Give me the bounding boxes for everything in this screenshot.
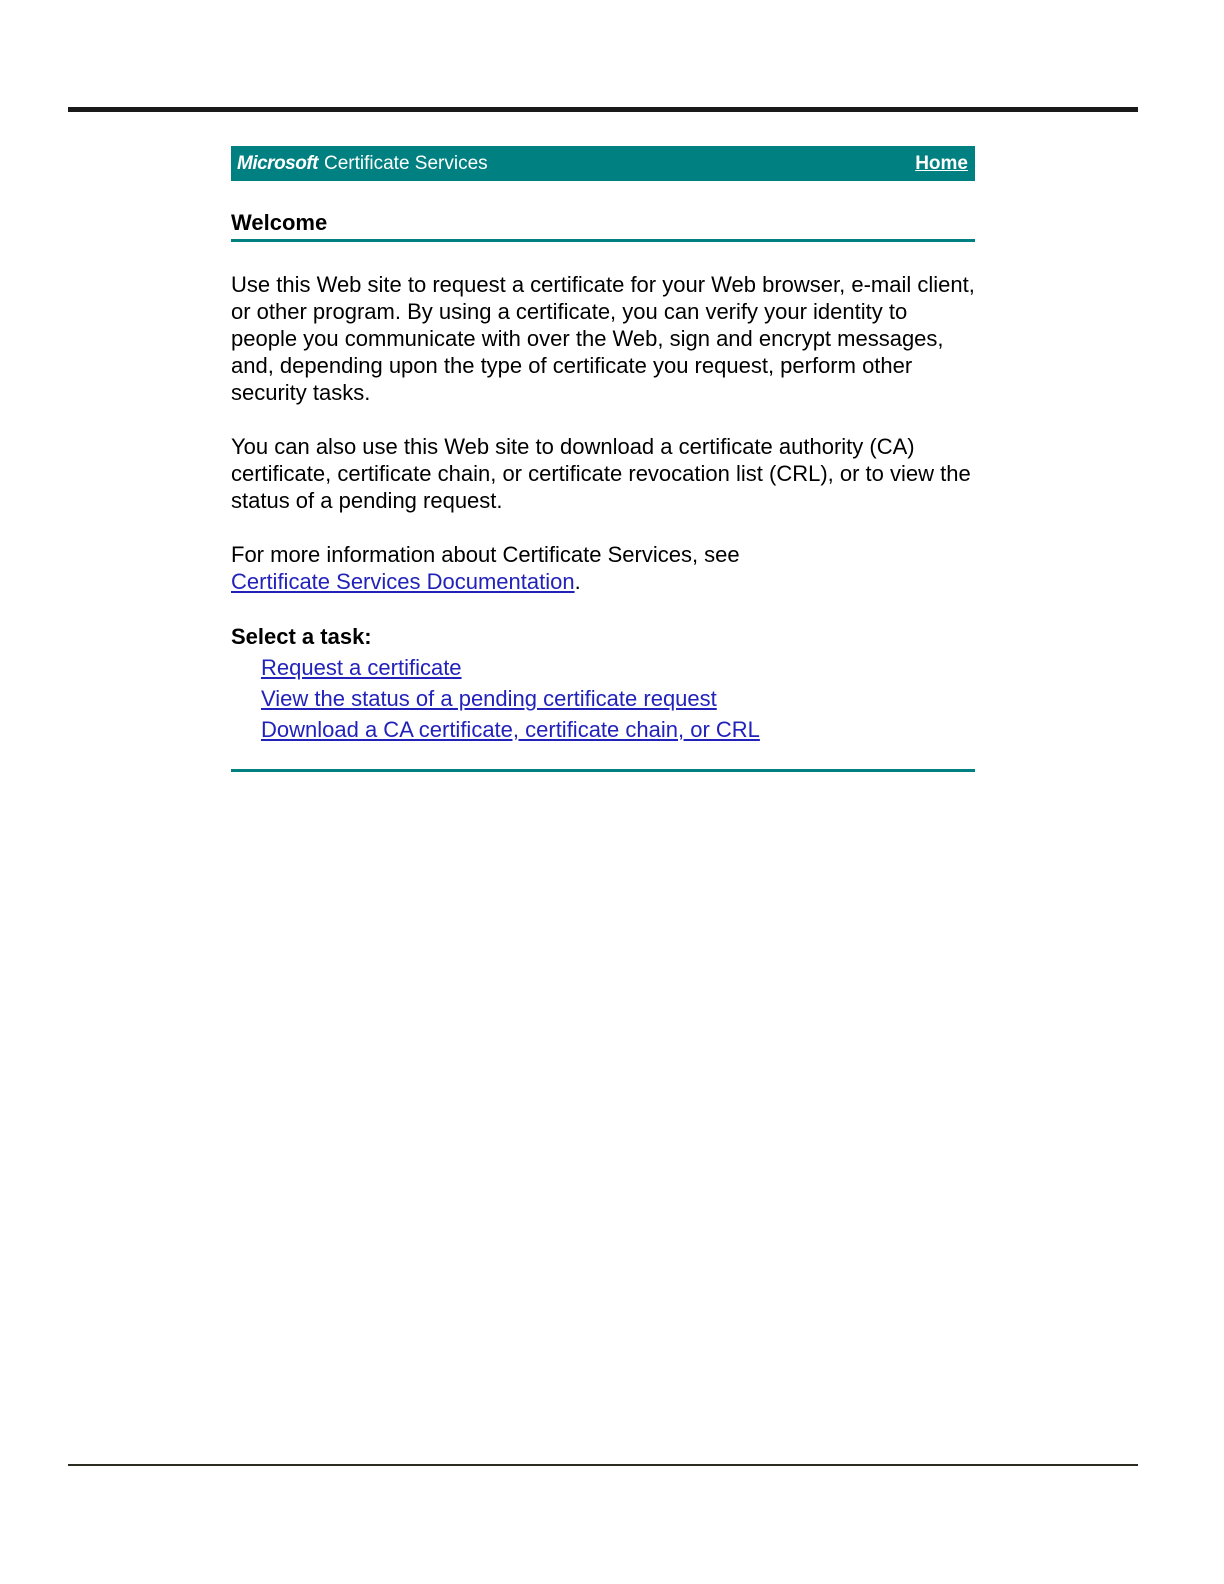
home-link[interactable]: Home — [915, 152, 968, 174]
task-list — [231, 652, 975, 745]
certificate-services-page — [231, 146, 975, 772]
page-bottom-rule — [68, 1464, 1138, 1466]
task-item — [261, 683, 975, 714]
documentation-link[interactable]: Certificate Services Documentation — [231, 569, 575, 594]
more-info-text: For more information about Certificate Services, see — [231, 542, 740, 567]
download-ca-certificate-link[interactable]: Download a CA certificate, certificate chain, or CRL — [261, 717, 760, 742]
product-name: Certificate Services — [324, 152, 488, 174]
task-item — [261, 652, 975, 683]
view-pending-request-link[interactable]: View the status of a pending certificate request — [261, 686, 717, 711]
task-item — [261, 714, 975, 745]
brand-title — [237, 153, 488, 175]
request-certificate-link[interactable]: Request a certificate — [261, 655, 462, 680]
page-top-rule — [68, 107, 1138, 112]
more-info-paragraph — [231, 541, 975, 595]
content-bottom-rule — [231, 769, 975, 772]
page-title: Welcome — [231, 210, 975, 242]
download-paragraph: You can also use this Web site to download a certificate authority (CA) certificate, certificate chain, or certificate revocation list (CRL), or to view the status of a pending request. — [231, 434, 971, 513]
more-info-period: . — [574, 569, 581, 594]
task-heading: Select a task: — [231, 624, 372, 649]
microsoft-logo-text: Microsoft — [237, 152, 318, 174]
intro-paragraph: Use this Web site to request a certificate for your Web browser, e-mail client, or other program. By using a certificate, you can verify your identity to people you communicate with over the Web, sign and encrypt messages, and, depending upon the type of certificate you request, perform other security tasks. — [231, 272, 975, 405]
header-bar — [231, 146, 975, 181]
